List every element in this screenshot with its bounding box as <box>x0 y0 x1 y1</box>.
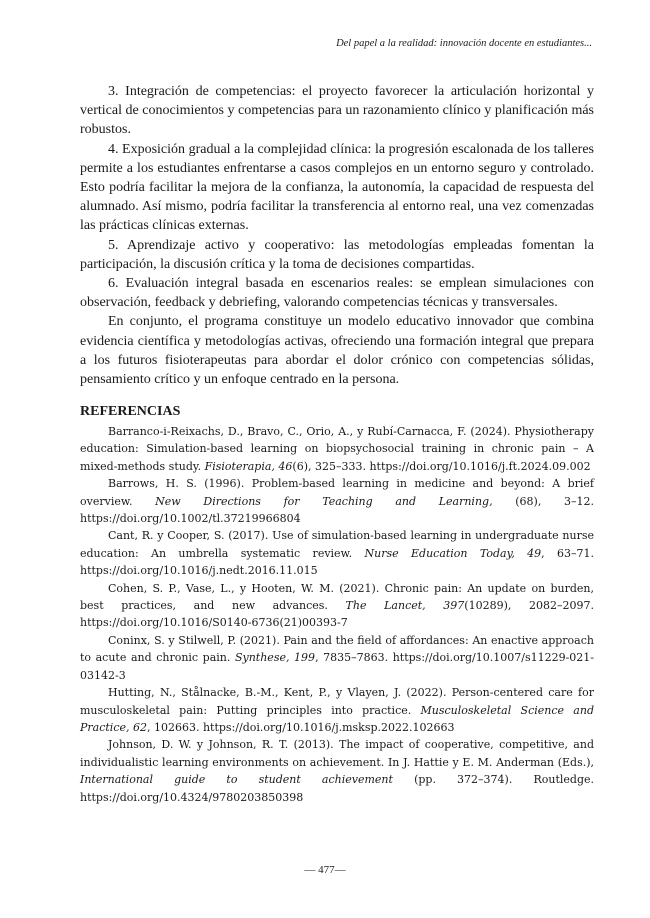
page-number: — 477— <box>304 864 346 876</box>
reference-entry: Hutting, N., Stålnacke, B.-M., Kent, P., y Vlayen, J. (2022). Person-centered care for musculoskeletal pain: Putting principles into practice. Musculoskeletal Science and Practice, 62, 102663. https://doi.org/10.1016/j.msksp.2022.102663 <box>80 686 594 734</box>
reference-entry: Coninx, S. y Stilwell, P. (2021). Pain and the field of affordances: An enactive approach to acute and chronic pain. Synthese, 199, 7835–7863. https://doi.org/10.1007/s11229-021-03142-3 <box>80 633 595 682</box>
reference-entry: Cant, R. y Cooper, S. (2017). Use of simulation-based learning in undergraduate nurse education: An umbrella systematic review. Nurse Education Today, 49, 63–71. https://doi.org/10.1016/j.nedt.2016.11.015 <box>80 529 595 578</box>
running-header: Del papel a la realidad: innovación docente en estudiantes... <box>336 38 592 49</box>
reference-entry: Cohen, S. P., Vase, L., y Hooten, W. M. (2021). Chronic pain: An update on burden, best practices, and new advances. The Lancet, 397(10289), 2082–2097. https://doi.org/10.1016/S0140-6736(21)00393-7 <box>80 581 594 630</box>
references-list <box>80 423 594 806</box>
paragraph: 6. Evaluación integral basada en escenarios reales: se emplean simulaciones con observación, feedback y debriefing, valorando competencias técnicas y transversales. <box>80 276 594 311</box>
paragraph: En conjunto, el programa constituye un modelo educativo innovador que combina evidencia científica y metodologías activas, ofreciendo una formación integral que prepara a los futuros fisioterapeutas para abordar el dolor crónico con competencias sólidas, pensamiento crítico y un enfoque centrado en la persona. <box>80 314 594 388</box>
body-text <box>80 82 594 389</box>
reference-entry: Barranco-i-Reixachs, D., Bravo, C., Orio, A., y Rubí-Carnacca, F. (2024). Physiotherapy education: Simulation-based learning on biopsychosocial training in chronic pain – A mixed-methods study. Fisioterapia, 46(6), 325–333. https://doi.org/10.1016/j.ft.2024.09.002 <box>80 425 594 473</box>
paragraph: 4. Exposición gradual a la complejidad clínica: la progresión escalonada de los talleres permite a los estudiantes enfrentarse a casos complejos en un entorno seguro y controlado. Esto podría facilitar la mejora de la confianza, la autonomía, la capacidad de respuesta del alumnado. Así mismo, podría facilitar la transferencia al entorno real, una vez comenzadas las prácticas clínicas externas. <box>80 141 594 234</box>
paragraph: 3. Integración de competencias: el proyecto favorecer la articulación horizontal y vertical de conocimientos y competencias para un razonamiento clínico y planificación más robustos. <box>80 84 594 138</box>
reference-entry: Barrows, H. S. (1996). Problem-based learning in medicine and beyond: A brief overview. New Directions for Teaching and Learning, (68), 3–12. https://doi.org/10.1002/tl.37219966804 <box>80 477 595 526</box>
reference-entry: Johnson, D. W. y Johnson, R. T. (2013). The impact of cooperative, competitive, and individualistic learning environments on achievement. In J. Hattie y E. M. Anderman (Eds.), International guide to student achievement (pp. 372–374). Routledge. https://doi.org/10.4324/9780203850398 <box>80 738 594 804</box>
references-heading: REFERENCIAS <box>80 404 181 419</box>
paragraph: 5. Aprendizaje activo y cooperativo: las metodologías empleadas fomentan la participación, la discusión crítica y la toma de decisiones compartidas. <box>80 237 594 272</box>
